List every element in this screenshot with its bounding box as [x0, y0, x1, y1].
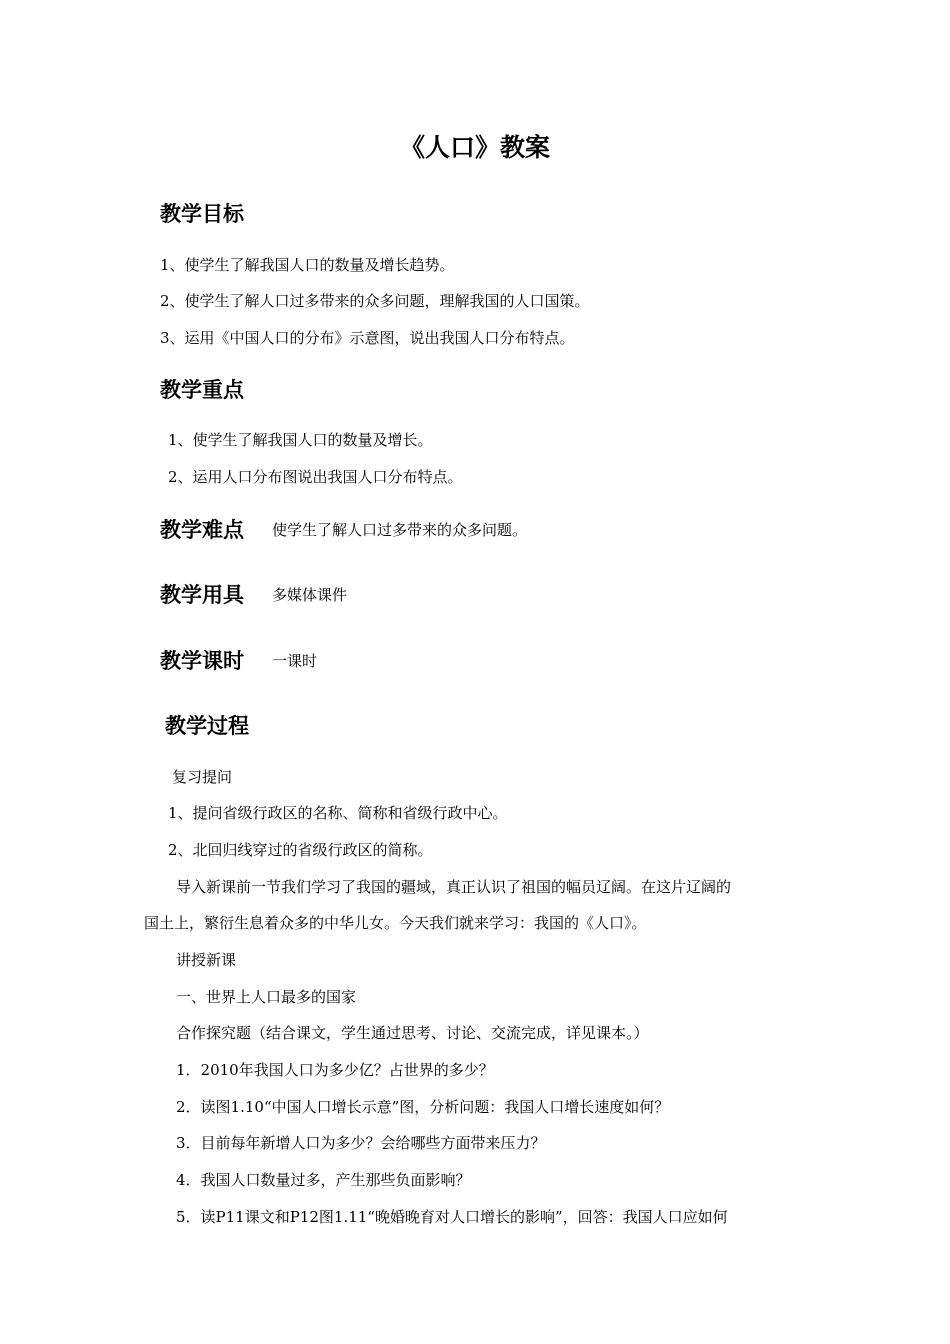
question-item: 1．2010年我国人口为多少亿？占世界的多少？ [176, 1061, 494, 1079]
question-item: 3．目前每年新增人口为多少？会给哪些方面带来压力？ [176, 1134, 546, 1152]
intro-paragraph-line: 国土上，繁衍生息着众多的中华儿女。今天我们就来学习：我国的《人口》。 [144, 914, 647, 932]
question-item: 4．我国人口数量过多，产生那些负面影响？ [176, 1171, 471, 1189]
tools-value: 多媒体课件 [272, 586, 348, 604]
key-point-item: 2、运用人口分布图说出我国人口分布特点。 [168, 468, 463, 486]
difficulty-heading: 教学难点 [160, 518, 244, 542]
hours-value: 一课时 [272, 652, 318, 670]
objective-item: 3、运用《中国人口的分布》示意图，说出我国人口分布特点。 [160, 329, 575, 347]
section-heading: 一、世界上人口最多的国家 [176, 988, 357, 1006]
review-item: 1、提问省级行政区的名称、简称和省级行政中心。 [168, 804, 508, 822]
process-heading: 教学过程 [165, 714, 249, 738]
difficulty-value: 使学生了解人口过多带来的众多问题。 [272, 521, 528, 539]
key-points-heading: 教学重点 [160, 378, 244, 402]
key-point-item: 1、使学生了解我国人口的数量及增长。 [168, 431, 433, 449]
new-lesson-label: 讲授新课 [176, 951, 237, 969]
objectives-heading: 教学目标 [160, 202, 244, 226]
question-item: 5．读P11课文和P12图1.11“晚婚晚育对人口增长的影响”，回答：我国人口应如何 [176, 1208, 728, 1226]
hours-heading: 教学课时 [160, 649, 244, 673]
intro-paragraph-line: 导入新课前一节我们学习了我国的疆域，真正认识了祖国的幅员辽阔。在这片辽阔的 [176, 878, 732, 896]
review-label: 复习提问 [172, 768, 233, 786]
objective-item: 1、使学生了解我国人口的数量及增长趋势。 [160, 256, 455, 274]
page-title: 《人口》教案 [399, 133, 550, 162]
tools-heading: 教学用具 [160, 583, 244, 607]
cooperative-inquiry-title: 合作探究题（结合课文，学生通过思考、讨论、交流完成，详见课本。） [176, 1024, 649, 1042]
objective-item: 2、使学生了解人口过多带来的众多问题，理解我国的人口国策。 [160, 292, 590, 310]
question-item: 2．读图1.10“中国人口增长示意”图，分析问题：我国人口增长速度如何？ [176, 1098, 670, 1116]
review-item: 2、北回归线穿过的省级行政区的简称。 [168, 841, 433, 859]
